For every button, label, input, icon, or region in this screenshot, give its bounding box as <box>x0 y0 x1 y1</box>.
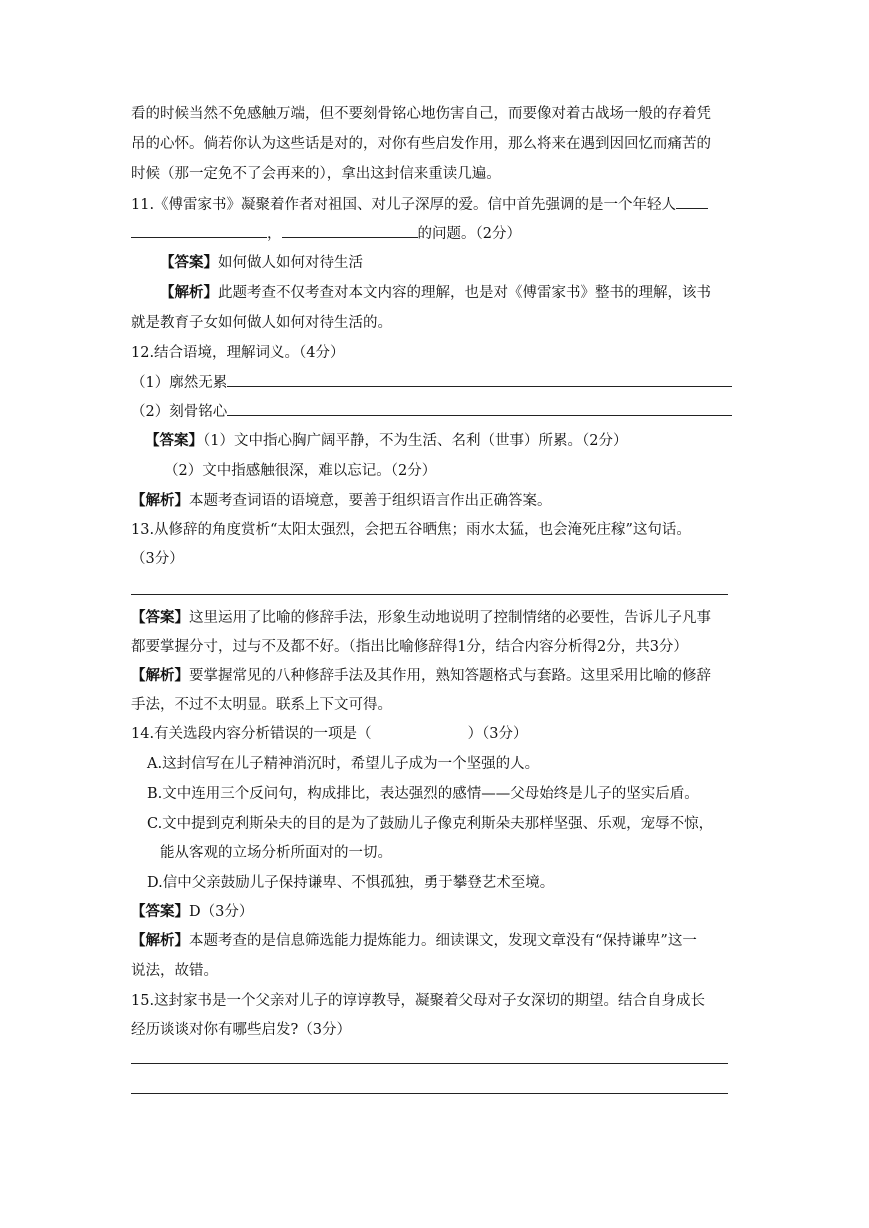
q12-item-2 <box>131 401 732 422</box>
q13-answer-2: 都要掌握分寸，过与不及都不好。（指出比喻修辞得1分，结合内容分析得2分，共3分） <box>131 639 688 655</box>
q11-answer <box>160 253 363 273</box>
q12-item-1 <box>131 372 732 393</box>
q14-stem <box>131 724 528 744</box>
q11-blanks-line <box>131 223 521 244</box>
q14-stem-text: 14.有关选段内容分析错误的一项是（ <box>131 726 372 742</box>
analysis-tag: 【解析】 <box>131 667 189 684</box>
q14-analysis-2: 说法，故错。 <box>131 963 218 979</box>
q11-blank-0[interactable] <box>676 194 708 209</box>
q15-stem-2: 经历谈谈对你有哪些启发?（3分） <box>131 1022 351 1038</box>
q11-analysis-text: 此题考查不仅考查对本文内容的理解，也是对《傅雷家书》整书的理解，该书 <box>218 285 711 301</box>
answer-tag: 【答案】 <box>131 609 189 626</box>
q12-analysis <box>131 491 552 511</box>
q14-option-a: A.这封信写在儿子精神消沉时，希望儿子成为一个坚强的人。 <box>147 756 540 772</box>
intro-line-1: 看的时候当然不免感触万端，但不要刻骨铭心地伤害自己，而要像对着古战场一般的存着凭 <box>131 106 711 122</box>
q15-stem-1: 15.这封家书是一个父亲对儿子的谆谆教导，凝聚着父母对子女深切的期望。结合自身成长 <box>131 993 706 1009</box>
analysis-tag: 【解析】 <box>131 492 189 509</box>
q14-analysis-1 <box>131 931 697 951</box>
q12-analysis-text: 本题考查词语的语境意，要善于组织语言作出正确答案。 <box>189 493 552 509</box>
q13-answer-1 <box>131 608 711 628</box>
analysis-tag: 【解析】 <box>131 932 189 949</box>
q14-answer-text: D（3分） <box>189 904 254 920</box>
q11-comma: ， <box>267 226 282 242</box>
q12-blank-2[interactable] <box>227 401 732 416</box>
q14-stem-tail: ）（3分） <box>467 726 528 742</box>
q12-stem: 12.结合语境，理解词义。（4分） <box>131 345 345 361</box>
q14-option-c-2: 能从客观的立场分析所面对的一切。 <box>160 845 392 861</box>
q11-stem-text: 11.《傅雷家书》凝聚着作者对祖国、对儿子深厚的爱。信中首先强调的是一个年轻人 <box>131 197 677 213</box>
answer-tag: 【答案】 <box>145 432 203 449</box>
q11-tail: 的问题。（2分） <box>417 226 521 242</box>
q11-answer-text: 如何做人如何对待生活 <box>218 255 363 271</box>
q11-blank-2[interactable] <box>282 223 418 238</box>
q13-stem-1: 13.从修辞的角度赏析“太阳太强烈，会把五谷晒焦；雨水太猛，也会淹死庄稼”这句话。 <box>131 522 691 538</box>
q13-stem-2: （3分） <box>131 551 184 567</box>
q11-analysis-1 <box>160 283 711 303</box>
q14-option-d: D.信中父亲鼓励儿子保持谦卑、不惧孤独，勇于攀登艺术至境。 <box>147 875 555 891</box>
answer-tag: 【答案】 <box>160 254 218 271</box>
q13-answer-1-text: 这里运用了比喻的修辞手法，形象生动地说明了控制情绪的必要性，告诉儿子凡事 <box>189 610 711 626</box>
q12-answer-1 <box>145 431 627 451</box>
intro-line-2: 吊的心怀。倘若你认为这些话是对的，对你有些启发作用，那么将来在遇到因回忆而痛苦的 <box>131 136 711 152</box>
q13-analysis-1 <box>131 666 711 686</box>
q14-option-c-1: C.文中提到克利斯朵夫的目的是为了鼓励儿子像克利斯朵夫那样坚强、乐观，宠辱不惊， <box>147 816 714 832</box>
q12-item-1-label: （1）廓然无累 <box>131 375 228 391</box>
q12-answer-1-text: （1）文中指心胸广阔平静，不为生活、名利（世事）所累。（2分） <box>203 433 628 449</box>
analysis-tag: 【解析】 <box>160 284 218 301</box>
q12-blank-1[interactable] <box>227 372 732 387</box>
q13-analysis-1-text: 要掌握常见的八种修辞手法及其作用，熟知答题格式与套路。这里采用比喻的修辞 <box>189 668 711 684</box>
q13-analysis-2: 手法，不过不太明显。联系上下文可得。 <box>131 697 392 713</box>
q13-answer-line[interactable] <box>131 594 728 595</box>
q11-analysis-2: 就是教育子女如何做人如何对待生活的。 <box>131 315 392 331</box>
q14-option-b: B.文中连用三个反问句，构成排比，表达强烈的感情——父母始终是儿子的坚实后盾。 <box>147 786 699 802</box>
q12-answer-2: （2）文中指感触很深，难以忘记。（2分） <box>164 463 437 479</box>
q14-analysis-1-text: 本题考查的是信息筛选能力提炼能力。细读课文，发现文章没有“保持谦卑”这一 <box>189 933 697 949</box>
q12-item-2-label: （2）刻骨铭心 <box>131 404 228 420</box>
q15-answer-line-1[interactable] <box>131 1063 728 1064</box>
answer-tag: 【答案】 <box>131 903 189 920</box>
q11-blank-1[interactable] <box>131 223 267 238</box>
q11-stem <box>131 194 708 215</box>
q15-answer-line-2[interactable] <box>131 1093 728 1094</box>
intro-line-3: 时候（那一定免不了会再来的），拿出这封信来重读几遍。 <box>131 166 501 182</box>
q14-answer <box>131 902 253 922</box>
